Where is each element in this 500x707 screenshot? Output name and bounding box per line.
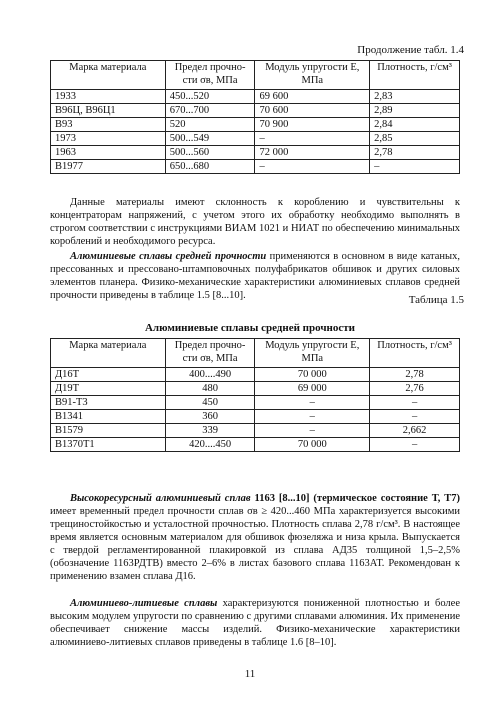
header-cell: Предел прочно-сти σв, МПа: [165, 339, 255, 368]
table-row: [51, 382, 460, 396]
cell: 500...560: [165, 146, 255, 160]
table-row: [51, 146, 460, 160]
paragraph-3-lead: Высокоресурсный алюминиевый сплав: [70, 493, 251, 504]
cell: 2,84: [370, 118, 460, 132]
cell: В1341: [51, 410, 166, 424]
table-2-title: Алюминиевые сплавы средней прочности: [144, 322, 356, 334]
cell: 670...700: [165, 104, 255, 118]
cell: Д16Т: [51, 368, 166, 382]
paragraph-3-bold: 1163 [8...10] (термическое состояние Т, Т7): [250, 493, 460, 504]
table-1-5: [50, 338, 460, 452]
table-row: [51, 104, 460, 118]
cell: –: [255, 132, 370, 146]
cell: 72 000: [255, 146, 370, 160]
cell: В93: [51, 118, 166, 132]
cell: 2,89: [370, 104, 460, 118]
cell: 1933: [51, 90, 166, 104]
table-row: [51, 368, 460, 382]
cell: В1370Т1: [51, 438, 166, 452]
cell: 70 000: [255, 368, 370, 382]
cell: –: [255, 424, 370, 438]
cell: –: [255, 396, 370, 410]
paragraph-2-text: применяются в основном в виде катаных, прессованных и прессовано-штамповочных полуфабрикатов обшивок и других силовых элементов планера. Физико-механические характеристики алюминиевых сплавов средней прочности приведены в таблице 1.5 [8...10].: [50, 251, 460, 301]
header-cell: Марка материала: [51, 339, 166, 368]
header-cell: Плотность, г/см³: [370, 339, 460, 368]
header-cell: Модуль упругости Е, МПа: [255, 61, 370, 90]
cell: 520: [165, 118, 255, 132]
paragraph-3-text: имеет временный предел прочности сплав σв ≥ 420...460 МПа характеризуется высокими трещиностойкостью и усталостной прочностью. Плотность сплава 2,78 г/см³. В настоящее время является основным материалом для обшивок фюзеляжа и низа крыла. Выпускается с твердой регламентированной плакировкой из сплава АД35 толщиной 1,5–2,5% (обозначение 1163РДТВ) вместо 2–6% в листах базового сплава 1163АТ. Рекомендован к применению взамен сплава Д16.: [50, 506, 460, 582]
cell: –: [255, 160, 370, 174]
table-header-row: [51, 61, 460, 90]
paragraph-2: [50, 250, 460, 302]
paragraph-4: [50, 597, 460, 649]
table-row: [51, 90, 460, 104]
table-1-4: [50, 60, 460, 174]
cell: –: [370, 410, 460, 424]
table-row: [51, 160, 460, 174]
cell: 1973: [51, 132, 166, 146]
continuation-label: Продолжение табл. 1.4: [357, 44, 464, 56]
header-cell: Модуль упругости Е, МПа: [255, 339, 370, 368]
table-row: [51, 424, 460, 438]
cell: В1579: [51, 424, 166, 438]
cell: Д19Т: [51, 382, 166, 396]
table-row: [51, 396, 460, 410]
cell: 2,78: [370, 368, 460, 382]
cell: 450...520: [165, 90, 255, 104]
cell: –: [370, 396, 460, 410]
cell: 2,83: [370, 90, 460, 104]
cell: В96Ц, В96Ц1: [51, 104, 166, 118]
cell: 2,85: [370, 132, 460, 146]
table-header-row: [51, 339, 460, 368]
cell: В91-Т3: [51, 396, 166, 410]
cell: 2,76: [370, 382, 460, 396]
paragraph-4-lead: Алюминиево-литиевые сплавы: [70, 598, 218, 609]
cell: 500...549: [165, 132, 255, 146]
cell: 70 900: [255, 118, 370, 132]
paragraph-3: [50, 492, 460, 583]
cell: 2,78: [370, 146, 460, 160]
cell: –: [370, 438, 460, 452]
cell: 339: [165, 424, 255, 438]
cell: 650...680: [165, 160, 255, 174]
table-row: [51, 118, 460, 132]
cell: 70 600: [255, 104, 370, 118]
cell: В1977: [51, 160, 166, 174]
cell: –: [255, 410, 370, 424]
header-cell: Предел прочно-сти σв, МПа: [165, 61, 255, 90]
cell: 1963: [51, 146, 166, 160]
cell: –: [370, 160, 460, 174]
header-cell: Плотность, г/см³: [370, 61, 460, 90]
table-row: [51, 410, 460, 424]
table-row: [51, 438, 460, 452]
cell: 420....450: [165, 438, 255, 452]
paragraph-1: Данные материалы имеют склонность к короблению и чувствительны к концентраторам напряжений, с учетом этого их обработку необходимо выполнять в строгом соответствии с инструкциями ВИАМ 1021 и НИАТ по обеспечению минимальных короблений и необходимого ресурса.: [50, 197, 460, 247]
paragraph-4-text: характеризуются пониженной плотностью и более высоким модулем упругости по сравнению с другими сплавами алюминия. Их применение обеспечивает снижение массы изделий. Физико-механические характеристики алюминиево-литиевых сплавов приведены в таблице 1.6 [8–10].: [50, 598, 460, 648]
cell: 360: [165, 410, 255, 424]
table-2-number: Таблица 1.5: [408, 294, 464, 306]
header-cell: Марка материала: [51, 61, 166, 90]
cell: 2,662: [370, 424, 460, 438]
cell: 69 600: [255, 90, 370, 104]
cell: 70 000: [255, 438, 370, 452]
page-number: 11: [244, 668, 256, 680]
cell: 480: [165, 382, 255, 396]
cell: 400....490: [165, 368, 255, 382]
cell: 450: [165, 396, 255, 410]
paragraph-2-lead: Алюминиевые сплавы средней прочности: [70, 251, 267, 262]
table-row: [51, 132, 460, 146]
cell: 69 000: [255, 382, 370, 396]
